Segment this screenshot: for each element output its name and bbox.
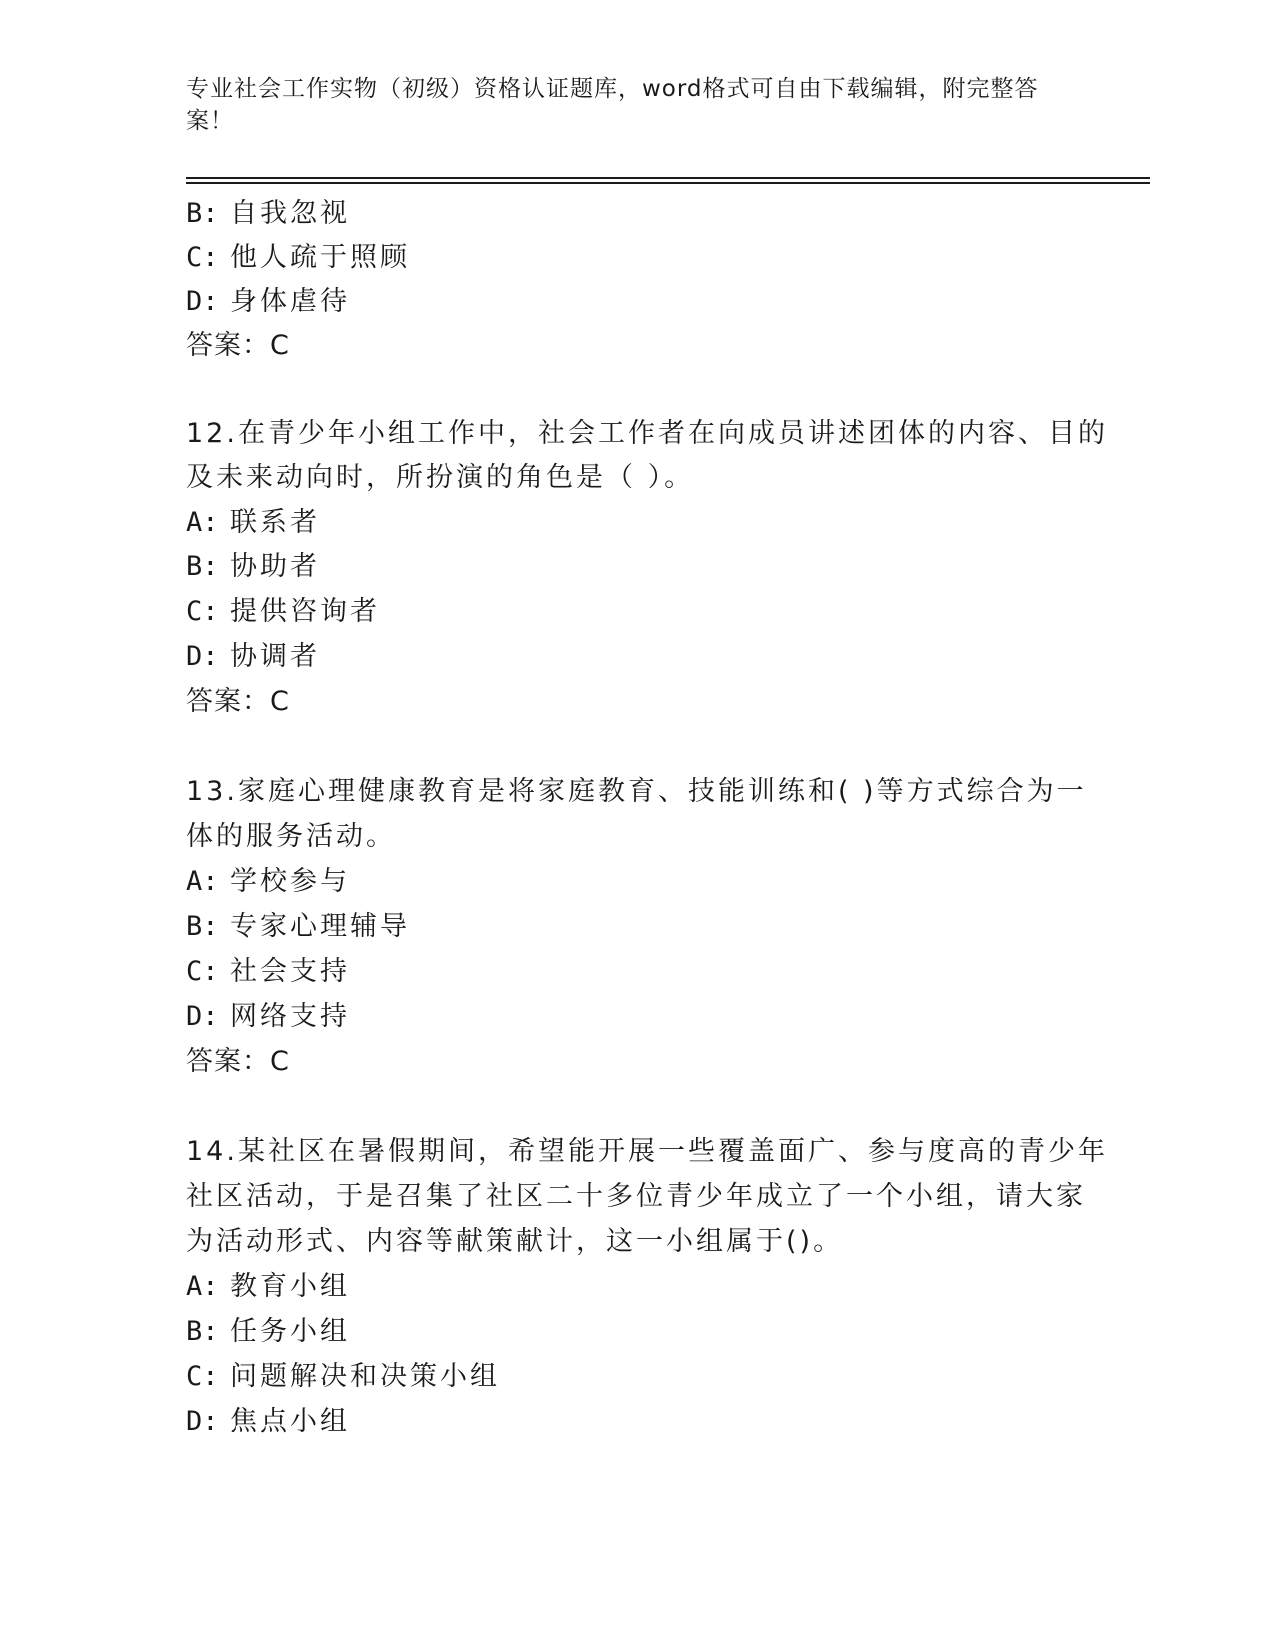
- option-item: [186, 639, 320, 675]
- option-text: 学校参与: [230, 866, 350, 897]
- question-stem-line: 14.某社区在暑假期间，希望能开展一些覆盖面广、参与度高的青少年: [186, 1136, 1108, 1167]
- option-letter: C:: [186, 596, 219, 627]
- option-text: 协调者: [230, 641, 320, 672]
- option-text: 社会支持: [230, 956, 350, 987]
- option-text: 提供咨询者: [230, 596, 380, 627]
- question-stem-line: 社区活动，于是召集了社区二十多位青少年成立了一个小组，请大家: [186, 1181, 1086, 1212]
- option-text: 联系者: [230, 507, 320, 538]
- option-item: [186, 284, 350, 320]
- answer-line: [186, 328, 292, 364]
- header-line-2: 案！: [186, 108, 234, 134]
- answer-label: 答案：: [186, 1046, 270, 1077]
- option-text: 焦点小组: [230, 1406, 350, 1437]
- header-divider-top: [186, 177, 1150, 179]
- answer-label: 答案：: [186, 686, 270, 717]
- option-letter: D:: [186, 1001, 219, 1032]
- option-item: [186, 1404, 350, 1440]
- option-letter: A:: [186, 866, 219, 897]
- option-letter: B:: [186, 198, 219, 229]
- option-text: 自我忽视: [230, 198, 350, 229]
- option-letter: A:: [186, 1271, 219, 1302]
- option-text: 问题解决和决策小组: [230, 1361, 500, 1392]
- option-letter: A:: [186, 507, 219, 538]
- option-letter: B:: [186, 1316, 219, 1347]
- option-text: 协助者: [230, 551, 320, 582]
- question-stem-line: 12.在青少年小组工作中，社会工作者在向成员讲述团体的内容、目的: [186, 418, 1108, 449]
- answer-value: C: [270, 330, 292, 361]
- option-item: [186, 505, 320, 541]
- option-item: [186, 594, 380, 630]
- answer-value: C: [270, 1046, 292, 1077]
- document-header: [186, 73, 1066, 137]
- option-item: [186, 196, 350, 232]
- option-text: 专家心理辅导: [230, 911, 410, 942]
- answer-line: [186, 1044, 292, 1080]
- option-letter: C:: [186, 956, 219, 987]
- option-item: [186, 999, 350, 1035]
- option-text: 网络支持: [230, 1001, 350, 1032]
- option-item: [186, 240, 410, 276]
- option-text: 教育小组: [230, 1271, 350, 1302]
- question-stem-line: 体的服务活动。: [186, 821, 396, 852]
- header-line-1: 专业社会工作实物（初级）资格认证题库，word格式可自由下载编辑，附完整答: [186, 76, 1039, 102]
- option-text: 他人疏于照顾: [230, 242, 410, 273]
- option-item: [186, 954, 350, 990]
- question-stem-line: 及未来动向时，所扮演的角色是（ ）。: [186, 462, 695, 493]
- option-letter: D:: [186, 1406, 219, 1437]
- option-letter: B:: [186, 911, 219, 942]
- option-letter: B:: [186, 551, 219, 582]
- option-item: [186, 549, 320, 585]
- answer-label: 答案：: [186, 330, 270, 361]
- answer-line: [186, 684, 292, 720]
- option-item: [186, 1269, 350, 1305]
- option-item: [186, 1359, 500, 1395]
- option-letter: C:: [186, 1361, 219, 1392]
- option-item: [186, 1314, 350, 1350]
- answer-value: C: [270, 686, 292, 717]
- option-text: 任务小组: [230, 1316, 350, 1347]
- option-letter: D:: [186, 641, 219, 672]
- option-letter: C:: [186, 242, 219, 273]
- option-text: 身体虐待: [230, 286, 350, 317]
- question-stem-line: 13.家庭心理健康教育是将家庭教育、技能训练和( )等方式综合为一: [186, 776, 1087, 807]
- option-item: [186, 864, 350, 900]
- header-divider-bottom: [186, 182, 1150, 184]
- question-stem-line: 为活动形式、内容等献策献计，这一小组属于()。: [186, 1226, 844, 1257]
- option-letter: D:: [186, 286, 219, 317]
- option-item: [186, 909, 410, 945]
